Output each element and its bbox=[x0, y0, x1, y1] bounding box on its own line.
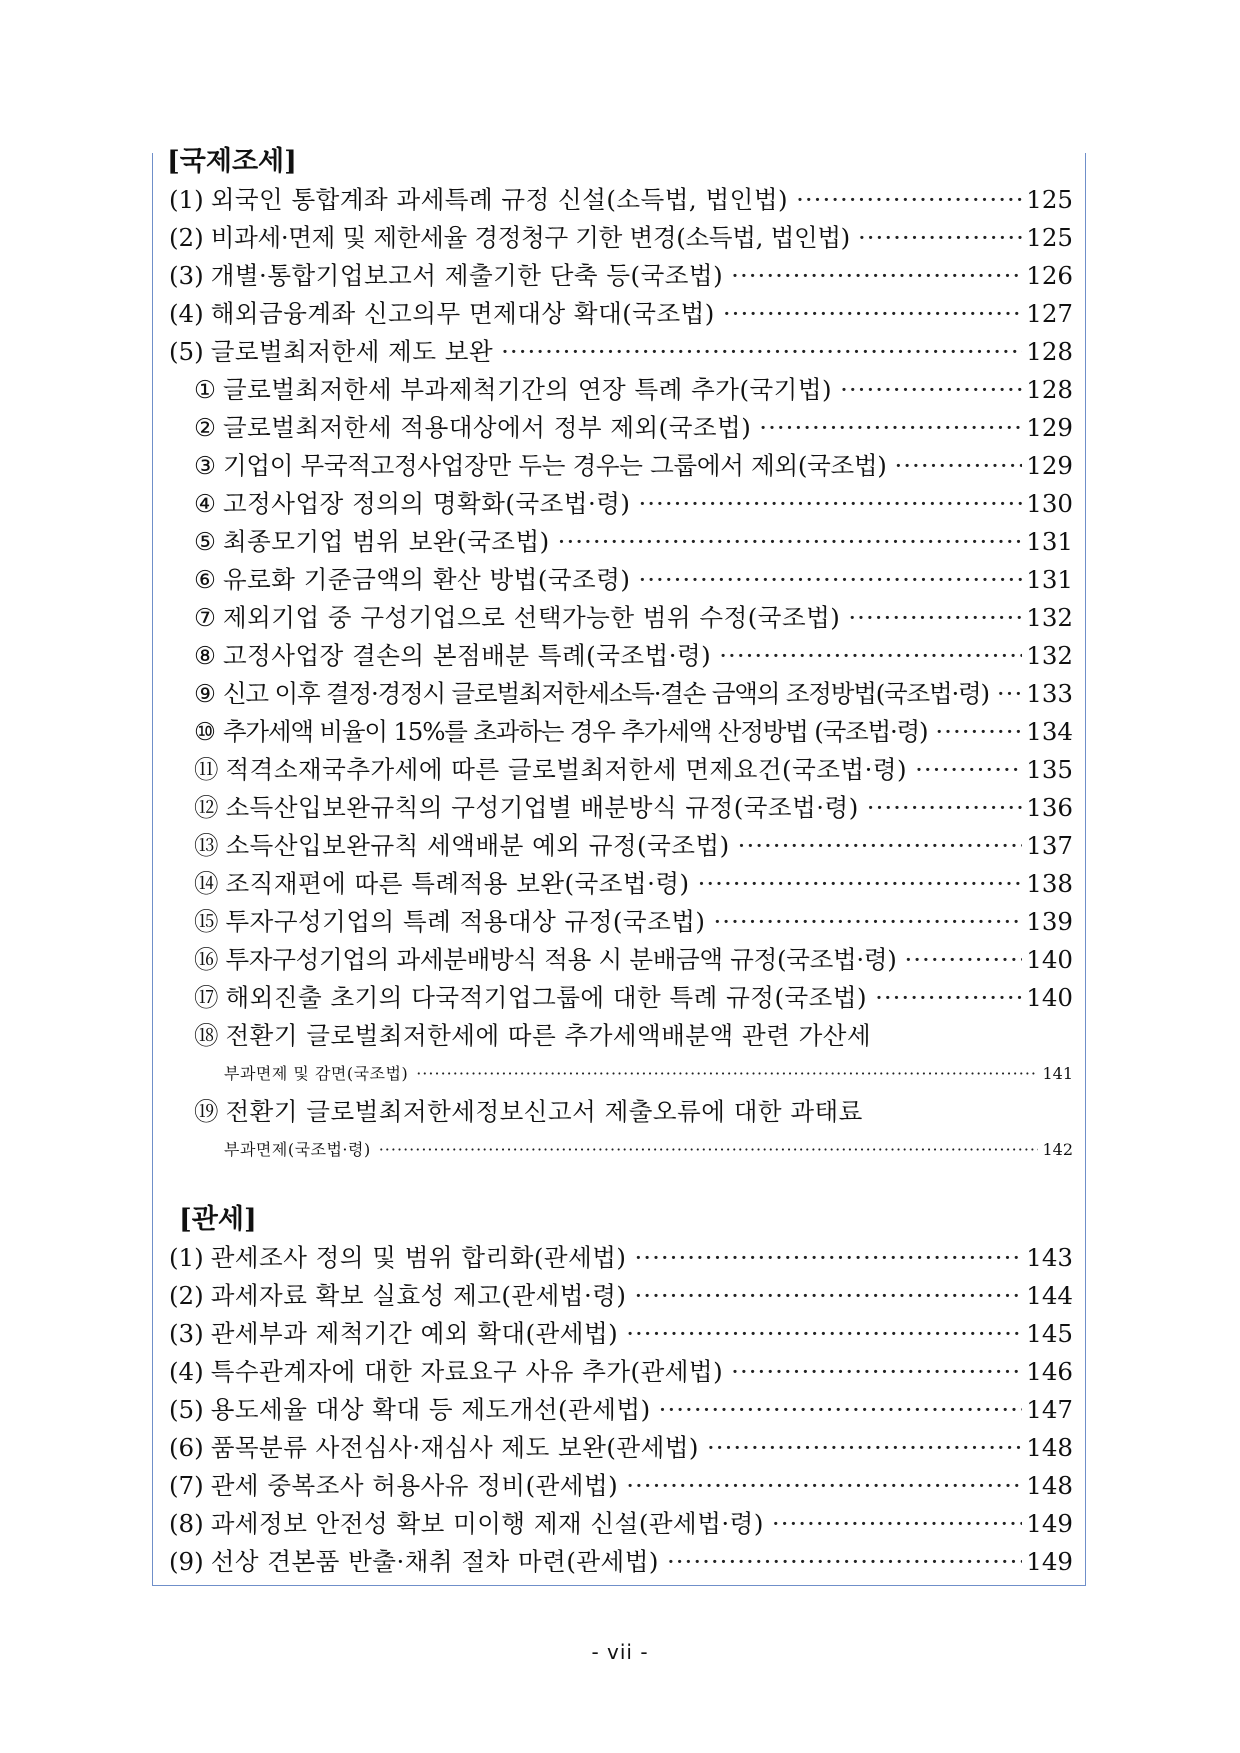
entry-title: 과세자료 확보 실효성 제고(관세법·령) bbox=[210, 1281, 627, 1310]
entry-title: 특수관계자에 대한 자료요구 사유 추가(관세법) bbox=[210, 1357, 724, 1386]
entry-page-number: 145 bbox=[1026, 1319, 1073, 1348]
entry-number: (8) bbox=[169, 1509, 204, 1538]
leader-dots bbox=[731, 257, 1022, 295]
entry-page-number: 129 bbox=[1026, 451, 1073, 480]
leader-dots bbox=[997, 675, 1022, 713]
toc-entry[interactable] bbox=[169, 219, 1073, 257]
entry-page-number: 125 bbox=[1026, 185, 1073, 214]
leader-dots bbox=[501, 333, 1022, 371]
entry-page-number: 132 bbox=[1026, 603, 1073, 632]
entry-title: 글로벌최저한세 제도 보완 bbox=[210, 337, 494, 366]
entry-title: 용도세율 대상 확대 등 제도개선(관세법) bbox=[210, 1395, 651, 1424]
entry-title: 제외기업 중 구성기업으로 선택가능한 범위 수정(국조법) bbox=[222, 603, 841, 632]
entry-title: 유로화 기준금액의 환산 방법(국조령) bbox=[222, 565, 631, 594]
entry-number: ⑨ bbox=[194, 679, 216, 708]
entry-title: 신고 이후 결정·경정시 글로벌최저한세소득·결손 금액의 조정방법(국조법·령) bbox=[222, 679, 989, 708]
entry-number: (9) bbox=[169, 1547, 204, 1576]
entry-title: 과세정보 안전성 확보 미이행 제재 신설(관세법·령) bbox=[210, 1509, 764, 1538]
toc-entry-line bbox=[169, 1429, 1073, 1467]
entry-page-number: 127 bbox=[1026, 299, 1073, 328]
entry-number: ⑧ bbox=[194, 641, 216, 670]
toc-entry-line bbox=[194, 713, 1073, 751]
entry-page-number: 135 bbox=[1026, 755, 1073, 784]
entry-page-number: 148 bbox=[1026, 1433, 1073, 1462]
entry-page-number: 128 bbox=[1026, 375, 1073, 404]
entry-title: 소득산입보완규칙의 구성기업별 배분방식 규정(국조법·령) bbox=[225, 793, 859, 822]
entry-title: 외국인 통합계좌 과세특례 규정 신설(소득법, 법인법) bbox=[210, 185, 789, 214]
leader-dots bbox=[772, 1505, 1022, 1543]
leader-dots bbox=[904, 941, 1022, 979]
toc-entry-line bbox=[169, 1505, 1073, 1543]
leader-dots bbox=[626, 1467, 1022, 1505]
toc-entry[interactable] bbox=[169, 485, 1073, 523]
entry-title: 기업이 무국적고정사업장만 두는 경우는 그룹에서 제외(국조법) bbox=[222, 451, 887, 480]
toc-entry-line bbox=[169, 1391, 1073, 1429]
toc-entry[interactable] bbox=[169, 941, 1073, 979]
entry-number: ① bbox=[194, 375, 216, 404]
leader-dots bbox=[659, 1391, 1023, 1429]
toc-entry-line bbox=[169, 1467, 1073, 1505]
leader-dots bbox=[848, 599, 1022, 637]
entry-page-number: 134 bbox=[1026, 717, 1073, 746]
toc-entry-line bbox=[194, 599, 1073, 637]
entry-page-number: 149 bbox=[1026, 1547, 1073, 1576]
entry-number: (1) bbox=[169, 1243, 204, 1272]
entry-number: ⑩ bbox=[194, 717, 216, 746]
leader-dots bbox=[738, 827, 1023, 865]
leader-dots bbox=[638, 485, 1022, 523]
entry-title-continued: 부과면제(국조법·령) bbox=[224, 1140, 371, 1159]
toc-entry[interactable] bbox=[169, 257, 1073, 295]
entry-number: (1) bbox=[169, 185, 204, 214]
leader-dots bbox=[635, 1277, 1023, 1315]
entry-number: ④ bbox=[194, 489, 216, 518]
toc-entry[interactable] bbox=[169, 1429, 1073, 1467]
entry-title: 관세조사 정의 및 범위 합리화(관세법) bbox=[210, 1243, 627, 1272]
toc-content bbox=[169, 143, 1073, 1581]
entry-page-number: 143 bbox=[1026, 1243, 1073, 1272]
toc-entry-line bbox=[194, 637, 1073, 675]
entry-number: ⑪ bbox=[194, 755, 219, 784]
toc-entry-line bbox=[169, 181, 1073, 219]
entry-page-number: 147 bbox=[1026, 1395, 1073, 1424]
toc-entry[interactable] bbox=[169, 523, 1073, 561]
toc-entry[interactable] bbox=[169, 409, 1073, 447]
toc-entry[interactable] bbox=[169, 865, 1073, 903]
entry-title: 해외금융계좌 신고의무 면제대상 확대(국조법) bbox=[210, 299, 715, 328]
entry-title: 관세부과 제척기간 예외 확대(관세법) bbox=[210, 1319, 619, 1348]
entry-number: ⑬ bbox=[194, 831, 219, 860]
toc-frame bbox=[152, 146, 1086, 1586]
toc-entry[interactable] bbox=[169, 903, 1073, 941]
entry-number: ② bbox=[194, 413, 216, 442]
entry-page-number: 141 bbox=[1042, 1064, 1073, 1083]
toc-entry-line bbox=[194, 903, 1073, 941]
toc-entry-continuation[interactable] bbox=[169, 1055, 1073, 1093]
toc-entry-line bbox=[169, 1353, 1073, 1391]
leader-dots bbox=[840, 371, 1022, 409]
leader-dots bbox=[894, 447, 1022, 485]
toc-entry[interactable] bbox=[169, 1093, 1073, 1131]
entry-title: 소득산입보완규칙 세액배분 예외 규정(국조법) bbox=[225, 831, 730, 860]
toc-entry[interactable] bbox=[169, 295, 1073, 333]
leader-dots bbox=[719, 637, 1022, 675]
leader-dots bbox=[626, 1315, 1022, 1353]
entry-title: 조직재편에 따른 특례적용 보완(국조법·령) bbox=[225, 869, 690, 898]
toc-entry-line bbox=[169, 1315, 1073, 1353]
entry-number: (4) bbox=[169, 299, 204, 328]
entry-title: 추가세액 비율이 15%를 초과하는 경우 추가세액 산정방법 (국조법·령) bbox=[222, 717, 928, 746]
toc-entry[interactable] bbox=[169, 1505, 1073, 1543]
toc-entry[interactable] bbox=[169, 675, 1073, 713]
entry-page-number: 129 bbox=[1026, 413, 1073, 442]
toc-entry-line bbox=[194, 1017, 1073, 1055]
toc-entry-line bbox=[194, 941, 1073, 979]
entry-number: (2) bbox=[169, 223, 204, 252]
entry-page-number: 149 bbox=[1026, 1509, 1073, 1538]
leader-dots bbox=[638, 561, 1022, 599]
entry-title: 품목분류 사전심사·재심사 제도 보완(관세법) bbox=[210, 1433, 699, 1462]
toc-entry-line bbox=[169, 1543, 1073, 1581]
leader-dots bbox=[723, 295, 1022, 333]
section-title: [관세] bbox=[179, 1204, 257, 1235]
leader-dots bbox=[731, 1353, 1022, 1391]
entry-page-number: 144 bbox=[1026, 1281, 1073, 1310]
toc-entry-line bbox=[194, 751, 1073, 789]
entry-title: 고정사업장 정의의 명확화(국조법·령) bbox=[222, 489, 631, 518]
toc-entry[interactable] bbox=[169, 1277, 1073, 1315]
leader-dots bbox=[558, 523, 1023, 561]
leader-dots bbox=[935, 713, 1022, 751]
entry-page-number: 132 bbox=[1026, 641, 1073, 670]
entry-number: (5) bbox=[169, 1395, 204, 1424]
leader-dots bbox=[635, 1239, 1023, 1277]
toc-entry[interactable] bbox=[169, 599, 1073, 637]
toc-entry[interactable] bbox=[169, 1353, 1073, 1391]
entry-title: 비과세·면제 및 제한세율 경정청구 기한 변경(소득법, 법인법) bbox=[210, 223, 850, 252]
toc-entry-line bbox=[194, 523, 1073, 561]
toc-entry[interactable] bbox=[169, 713, 1073, 751]
leader-dots bbox=[867, 789, 1022, 827]
entry-number: ⑫ bbox=[194, 793, 219, 822]
entry-number: ⑯ bbox=[194, 945, 219, 974]
leader-dots bbox=[416, 1055, 1038, 1093]
entry-number: (7) bbox=[169, 1471, 204, 1500]
toc-entry[interactable] bbox=[169, 561, 1073, 599]
entry-title: 투자구성기업의 특례 적용대상 규정(국조법) bbox=[225, 907, 706, 936]
entry-number: ⑮ bbox=[194, 907, 219, 936]
toc-entry[interactable] bbox=[169, 827, 1073, 865]
toc-entry[interactable] bbox=[169, 637, 1073, 675]
leader-dots bbox=[714, 903, 1023, 941]
toc-entry-line bbox=[194, 1093, 1073, 1131]
toc-entry-line bbox=[194, 561, 1073, 599]
toc-entry-continuation[interactable] bbox=[169, 1131, 1073, 1169]
leader-dots bbox=[796, 181, 1022, 219]
toc-entry[interactable] bbox=[169, 371, 1073, 409]
entry-title: 투자구성기업의 과세분배방식 적용 시 분배금액 규정(국조법·령) bbox=[225, 945, 897, 974]
toc-entry[interactable] bbox=[169, 1467, 1073, 1505]
entry-title: 최종모기업 범위 보완(국조법) bbox=[222, 527, 550, 556]
entry-number: (2) bbox=[169, 1281, 204, 1310]
entry-page-number: 137 bbox=[1026, 831, 1073, 860]
leader-dots bbox=[698, 865, 1023, 903]
toc-entry-line bbox=[169, 333, 1073, 371]
toc-entry-line bbox=[194, 827, 1073, 865]
entry-title: 적격소재국추가세에 따른 글로벌최저한세 면제요건(국조법·령) bbox=[225, 755, 908, 784]
toc-entry-line bbox=[169, 219, 1073, 257]
toc-entry-line bbox=[169, 295, 1073, 333]
entry-page-number: 146 bbox=[1026, 1357, 1073, 1386]
entry-page-number: 131 bbox=[1026, 527, 1073, 556]
toc-entry[interactable] bbox=[169, 979, 1073, 1017]
leader-dots bbox=[915, 751, 1022, 789]
entry-number: (3) bbox=[169, 261, 204, 290]
entry-page-number: 133 bbox=[1026, 679, 1073, 708]
toc-entry-line bbox=[194, 979, 1073, 1017]
entry-page-number: 148 bbox=[1026, 1471, 1073, 1500]
entry-number: ⑦ bbox=[194, 603, 216, 632]
toc-entry-line bbox=[169, 1277, 1073, 1315]
leader-dots bbox=[379, 1131, 1039, 1169]
entry-number: ⑥ bbox=[194, 565, 216, 594]
leader-dots bbox=[858, 219, 1022, 257]
entry-number: ⑰ bbox=[194, 983, 219, 1012]
page-number: - vii - bbox=[591, 1640, 649, 1664]
leader-dots bbox=[875, 979, 1022, 1017]
entry-page-number: 138 bbox=[1026, 869, 1073, 898]
entry-title: 고정사업장 결손의 본점배분 특례(국조법·령) bbox=[222, 641, 712, 670]
entry-number: (5) bbox=[169, 337, 204, 366]
toc-entry[interactable] bbox=[169, 1239, 1073, 1277]
entry-page-number: 128 bbox=[1026, 337, 1073, 366]
toc-entry-line bbox=[169, 1239, 1073, 1277]
toc-entry-line bbox=[194, 675, 1073, 713]
toc-entry-line bbox=[224, 1055, 1073, 1093]
entry-page-number: 142 bbox=[1042, 1140, 1073, 1159]
entry-title: 전환기 글로벌최저한세정보신고서 제출오류에 대한 과태료 bbox=[225, 1097, 863, 1126]
entry-page-number: 131 bbox=[1026, 565, 1073, 594]
toc-entry-line bbox=[194, 789, 1073, 827]
toc-entry-line bbox=[224, 1131, 1073, 1169]
leader-dots bbox=[667, 1543, 1022, 1581]
toc-entry-line bbox=[194, 409, 1073, 447]
entry-number: (3) bbox=[169, 1319, 204, 1348]
toc-entry-line bbox=[169, 257, 1073, 295]
entry-page-number: 125 bbox=[1026, 223, 1073, 252]
entry-title: 관세 중복조사 허용사유 정비(관세법) bbox=[210, 1471, 619, 1500]
entry-page-number: 140 bbox=[1026, 945, 1073, 974]
toc-entry[interactable] bbox=[169, 751, 1073, 789]
toc-entry-line bbox=[194, 447, 1073, 485]
entry-page-number: 140 bbox=[1026, 983, 1073, 1012]
toc-entry[interactable] bbox=[169, 333, 1073, 371]
leader-dots bbox=[759, 409, 1022, 447]
entry-number: ⑤ bbox=[194, 527, 216, 556]
toc-entry-line bbox=[194, 485, 1073, 523]
toc-entry[interactable] bbox=[169, 789, 1073, 827]
entry-number: ⑲ bbox=[194, 1097, 219, 1126]
toc-entry-line bbox=[194, 865, 1073, 903]
entry-page-number: 130 bbox=[1026, 489, 1073, 518]
toc-entry-line bbox=[194, 371, 1073, 409]
entry-title: 글로벌최저한세 적용대상에서 정부 제외(국조법) bbox=[222, 413, 752, 442]
leader-dots bbox=[707, 1429, 1022, 1467]
entry-number: (4) bbox=[169, 1357, 204, 1386]
entry-title-continued: 부과면제 및 감면(국조법) bbox=[224, 1064, 409, 1083]
entry-page-number: 136 bbox=[1026, 793, 1073, 822]
entry-title: 전환기 글로벌최저한세에 따른 추가세액배분액 관련 가산세 bbox=[225, 1021, 872, 1050]
entry-title: 개별·통합기업보고서 제출기한 단축 등(국조법) bbox=[210, 261, 724, 290]
toc-entry[interactable] bbox=[169, 447, 1073, 485]
entry-number: (6) bbox=[169, 1433, 204, 1462]
entry-title: 해외진출 초기의 다국적기업그룹에 대한 특례 규정(국조법) bbox=[225, 983, 868, 1012]
toc-entry[interactable] bbox=[169, 1017, 1073, 1055]
toc-entry[interactable] bbox=[169, 1543, 1073, 1581]
entry-number: ⑭ bbox=[194, 869, 219, 898]
entry-number: ③ bbox=[194, 451, 216, 480]
entry-page-number: 139 bbox=[1026, 907, 1073, 936]
entry-title: 선상 견본품 반출·채취 절차 마련(관세법) bbox=[210, 1547, 659, 1576]
entry-number: ⑱ bbox=[194, 1021, 219, 1050]
section-title: [국제조세] bbox=[167, 146, 297, 177]
toc-entry[interactable] bbox=[169, 1315, 1073, 1353]
toc-entry[interactable] bbox=[169, 181, 1073, 219]
toc-entry[interactable] bbox=[169, 1391, 1073, 1429]
entry-title: 글로벌최저한세 부과제척기간의 연장 특례 추가(국기법) bbox=[222, 375, 833, 404]
entry-page-number: 126 bbox=[1026, 261, 1073, 290]
